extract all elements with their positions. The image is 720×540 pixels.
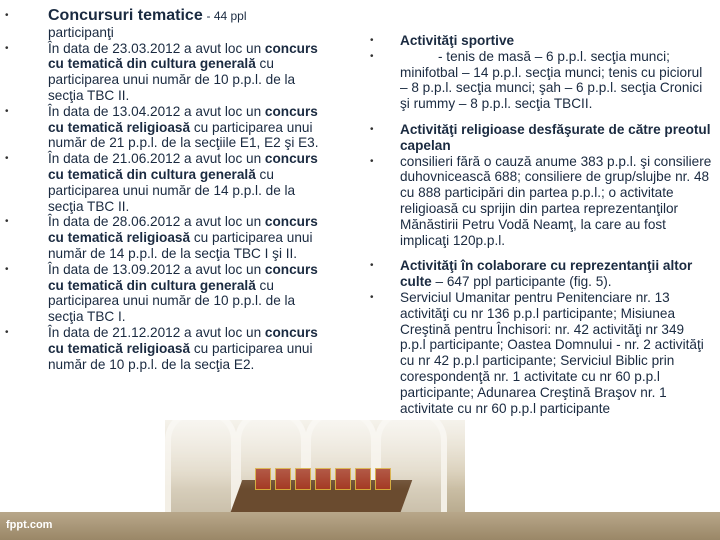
list-item [0,104,345,151]
left-list [0,8,345,372]
item-text: cu participarea unui număr de 21 p.p.l. de la secţiile E1, E2 şi E3. [48,119,319,151]
collab-suffix: – 647 ppl participante (fig. 5). [431,274,612,290]
list-item [0,151,345,214]
item-bold: concurs cu tematică religioasă [48,103,318,135]
section-title: Concursuri tematice [48,7,203,24]
footer-bar [0,512,720,540]
bullet-icon: • [5,10,9,21]
item-bold: concurs cu tematică religioasă [48,214,318,246]
sport-text: - tenis de masă – 6 p.p.l. secţia munci; minifotbal – 14 p.p.l. secţia munci; tenis cu piciorul – 8 p.p.l. secţia munci; şah – 6 p.p.l. secţia Cronici şi rummy – 8 p.p.l. secţia TBCII. [400,48,703,112]
item-bold: concurs cu tematică religioasă [48,324,318,356]
list-item-religious-title [360,122,720,154]
item-text: În data de 13.09.2012 a avut loc un [48,261,265,277]
item-text: În data de 28.06.2012 a avut loc un [48,214,265,230]
bullet-icon: • [370,50,374,62]
list-item-sport-title [360,33,720,49]
item-text: cu participarea unui număr de 14 p.p.l. de la secţia TBC II. [48,166,296,214]
list-item [0,41,345,104]
item-bold: concurs cu tematică din cultura generală [48,151,318,182]
list-item-collab-title [360,258,720,290]
list-item-title [0,8,345,41]
item-text: În data de 13.04.2012 a avut loc un [48,103,265,119]
footer-brand: fppt.com [6,519,53,531]
section-title-suffix: - 44 ppl [206,9,247,23]
bullet-icon: • [370,260,374,272]
bullet-icon: • [370,155,374,167]
bullet-icon: • [370,291,374,303]
collab-text: Serviciul Umanitar pentru Penitenciare nr. 13 activităţi cu nr 136 p.p.l participante; Misiunea Creştină pentru Închisori: nr. 42 activităţi nr 349 p.p.l participante; Oastea Domnului - nr. 2 activităţi cu nr 42 p.p.l participante; Serviciul Biblic prin corespondenţă nr. 1 activitate cu nr 60 p.p.l participante; Adunarea Creştină Braşov nr. 1 activitate cu nr 60 p.p.l participante [400,289,704,416]
religious-text: consilieri fără o cauză anume 383 p.p.l. şi consiliere duhovnicească 688; consiliere de grup/slujbe nr. 48 cu 888 participări din partea p.p.l.; o activitate religioasă cu sprijin din partea reprezentanţilor Mănăstirii Petru Vodă Neamţ, la care au fost implicaţi 120p.p.l. [400,153,712,248]
bullet-icon: • [5,326,9,338]
item-text: cu participarea unui număr de 10 p.p.l. de la secţia TBC II. [48,56,296,103]
bullet-icon: • [5,105,9,117]
item-bold: concurs cu tematică din cultura generală [48,40,318,72]
bullet-icon: • [5,263,9,275]
list-item [0,325,345,372]
list-item [0,214,345,261]
bullet-icon: • [5,42,9,54]
left-column [0,8,345,372]
item-bold: concurs cu tematică din cultura generală [48,261,318,293]
list-item-sport [360,49,720,112]
bullet-icon: • [370,123,374,135]
bullet-icon: • [5,153,9,165]
list-item-religious [360,154,720,249]
item-text: În data de 21.06.2012 a avut loc un [48,151,265,167]
item-text: În data de 23.03.2012 a avut loc un [48,40,265,56]
sport-title: Activităţi sportive [400,33,515,48]
bullet-icon: • [5,216,9,228]
item-text: În data de 21.12.2012 a avut loc un [48,324,265,340]
right-column [360,33,720,416]
religious-title: Activităţi religioase desfăşurate de către preotul capelan [400,121,711,153]
list-item [0,262,345,325]
item-text: cu participarea unui număr de 14 p.p.l. de la secţia TBC I şi II. [48,230,313,261]
item-text: cu participarea unui număr de 10 p.p.l. de la secţia E2. [48,340,313,372]
bullet-icon: • [370,35,374,46]
item-text: cu participarea unui număr de 10 p.p.l. de la secţia TBC I. [48,277,296,325]
collab-title: Activităţi în colaborare cu reprezentanţii altor culte [400,258,693,290]
section-title-sub: participanţi [48,24,114,40]
list-item-collab [360,290,720,416]
right-list [360,33,720,416]
